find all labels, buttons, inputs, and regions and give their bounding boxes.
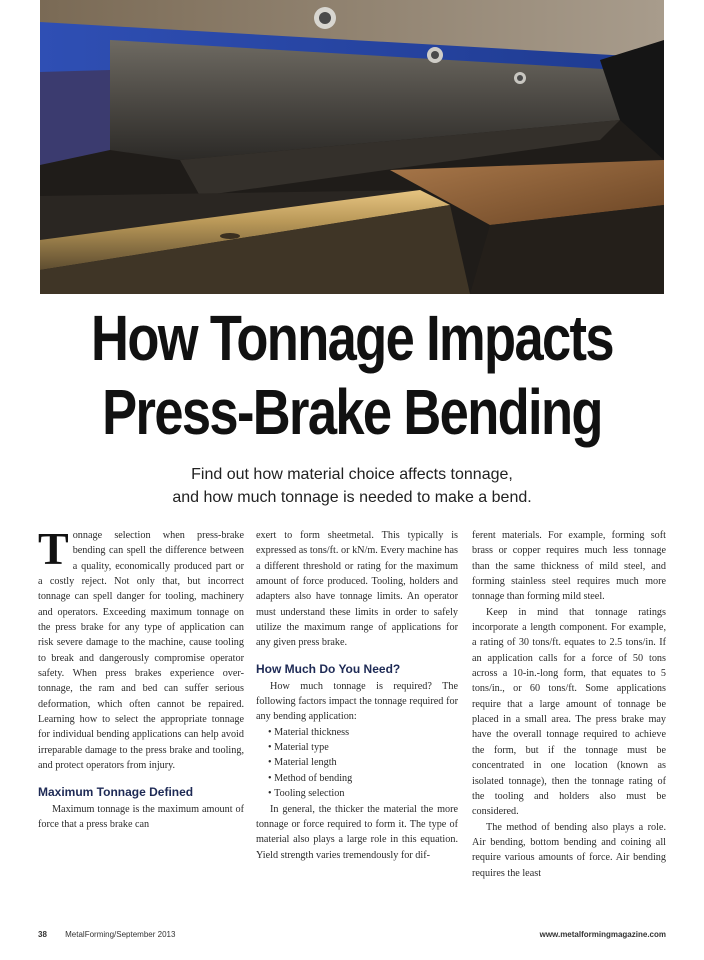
list-item: • Method of bending: [268, 771, 458, 786]
article-title-line-1: How Tonnage Impacts: [91, 302, 613, 374]
list-item: • Material type: [268, 740, 458, 755]
page-number: 38: [38, 930, 47, 939]
paragraph: exert to form sheetmetal. This typically is expressed as tons/ft. or kN/m. Every machine has a different threshold or rating for the maximum amount of force produced. Tooling, holders and adapters also have tonnage limits. An operator must understand these limits in order to safely utilize the maximum range of applications for any given press brake.: [256, 530, 458, 649]
subhead-how-much: How Much Do You Need?: [256, 661, 401, 676]
paragraph: The method of bending also plays a role. Air bending, bottom bending and coining all require various amounts of force. Air bending requires the least: [472, 821, 666, 879]
body-column-3: [472, 528, 666, 881]
article-deck-line-1: Find out how material choice affects tonnage,: [191, 466, 513, 483]
list-item: • Material length: [268, 755, 458, 770]
paragraph: ferent materials. For example, forming soft brass or copper requires much less tonnage than the same thickness of mild steel, and forming stainless steel requires much more tonnage than forming mild steel.: [472, 530, 666, 603]
paragraph: In general, the thicker the material the more tonnage or force required to form it. The type of material also plays a large role in this equation. Yield strength varies tremendously for dif-: [256, 803, 458, 861]
page-footer-left: [38, 930, 175, 939]
drop-cap: T: [38, 523, 69, 574]
subhead-maximum-tonnage: Maximum Tonnage Defined: [38, 784, 194, 799]
hero-photo: [40, 0, 664, 294]
article-title-line-2: Press-Brake Bending: [102, 376, 602, 448]
article-deck-line-2: and how much tonnage is needed to make a bend.: [172, 489, 532, 506]
paragraph: How much tonnage is required? The following factors impact the tonnage required for any bending application:: [256, 680, 458, 723]
body-column-2: [256, 528, 458, 863]
paragraph: Maximum tonnage is the maximum amount of force that a press brake can: [38, 803, 244, 830]
paragraph: Keep in mind that tonnage ratings incorporate a length component. For example, a rating of 30 tons/ft. equates to 2.5 tons/in. If an application calls for a force of 50 tons across a 10-in.-long form, that equates to 5 tons/in., or 60 tons/ft. Some applications require that a large amount of tonnage be placed in a small area. The press brake may have the overall tonnage required to achieve the form, but if the tonnage must be concentrated in one location (known as isolated tonnage), then the tonnage rating of the tooling and holders also must be considered.: [472, 606, 666, 818]
website-url[interactable]: www.metalformingmagazine.com: [539, 930, 666, 939]
list-item: • Tooling selection: [268, 786, 458, 801]
factor-list: [256, 725, 458, 802]
paragraph: onnage selection when press-brake bending can spell the difference between a quality, economically produced part or a costly reject. Not only that, but incorrect tonnage can spell danger for tooling, machinery and operators. Exceeding maximum tonnage on the press brake for any type of application can risk severe damage to the machine, cause tooling to break and dangerously compromise operator safety. When press brakes experience over-tonnage, the ram and bed can suffer serious deformation, which often cannot be repaired. Learning how to select the appropriate tonnage for individual bending applications can help avoid irreparable damage to the press brake and tooling, and protect operators from injury.: [38, 530, 244, 772]
publication-issue: MetalForming/September 2013: [65, 930, 176, 939]
body-column-1: [38, 523, 244, 832]
list-item: • Material thickness: [268, 725, 458, 740]
